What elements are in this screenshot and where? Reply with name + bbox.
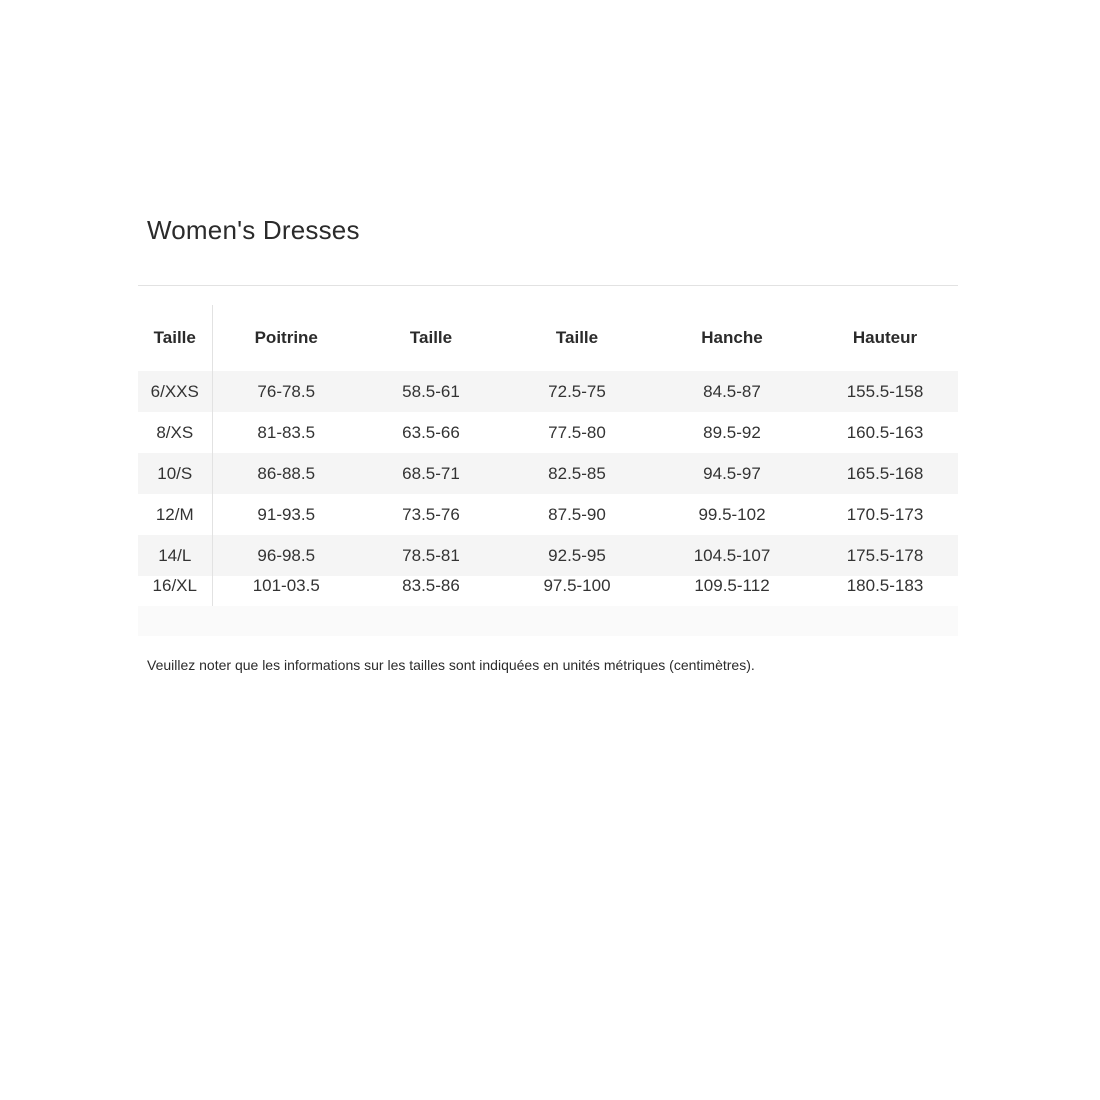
table-row [138, 453, 958, 494]
header-chest: Poitrine [254, 328, 318, 347]
table-header-row [138, 305, 958, 371]
cell-chest: 91-93.5 [257, 504, 316, 524]
cell-chest: 81-83.5 [257, 422, 316, 442]
cell-waist: 78.5-81 [360, 535, 502, 576]
cell-chest: 101-03.5 [252, 576, 320, 595]
cell-waist: 58.5-61 [360, 371, 502, 412]
cell-hip: 94.5-97 [652, 453, 812, 494]
cell-waist-2: 77.5-80 [548, 422, 606, 442]
cell-height: 180.5-183 [846, 576, 924, 595]
table-row [138, 494, 958, 535]
cell-waist: 63.5-66 [402, 422, 460, 442]
cell-size: 16/XL [138, 576, 212, 606]
metric-units-note: Veuillez noter que les informations sur les tailles sont indiquées en unités métriques (centimètres). [147, 657, 755, 673]
cell-hip: 84.5-87 [652, 371, 812, 412]
cell-height: 160.5-163 [846, 422, 924, 442]
header-height: Hauteur [852, 328, 918, 347]
cell-hip: 109.5-112 [694, 576, 770, 595]
cell-size: 12/M [138, 494, 212, 535]
cell-height: 175.5-178 [812, 535, 958, 576]
header-size: Taille [138, 305, 212, 371]
cell-chest: 76-78.5 [212, 371, 360, 412]
cell-size: 10/S [138, 453, 212, 494]
table-row [138, 576, 958, 606]
cell-waist-2: 97.5-100 [543, 576, 611, 595]
cell-waist-2: 92.5-95 [502, 535, 652, 576]
cell-waist: 68.5-71 [360, 453, 502, 494]
cell-waist-2: 82.5-85 [502, 453, 652, 494]
page-title: Women's Dresses [147, 215, 360, 245]
cell-chest: 96-98.5 [212, 535, 360, 576]
cell-hip: 89.5-92 [703, 422, 761, 442]
cell-waist-2: 72.5-75 [502, 371, 652, 412]
table-row [138, 371, 958, 412]
title-divider [138, 285, 958, 286]
cell-hip: 99.5-102 [698, 504, 766, 524]
header-waist-2: Taille [555, 328, 599, 347]
header-hip: Hanche [701, 328, 763, 347]
cell-size: 8/XS [138, 412, 212, 453]
header-waist: Taille [409, 328, 453, 347]
cell-waist-2: 87.5-90 [548, 504, 606, 524]
cell-chest: 86-88.5 [212, 453, 360, 494]
cell-height: 170.5-173 [846, 504, 924, 524]
cell-waist: 73.5-76 [402, 504, 460, 524]
cell-size: 14/L [138, 535, 212, 576]
table-row [138, 412, 958, 453]
cell-height: 155.5-158 [812, 371, 958, 412]
size-chart-table [138, 305, 958, 636]
table-footer-spacer [138, 606, 958, 636]
cell-waist: 83.5-86 [402, 576, 460, 595]
table-row [138, 535, 958, 576]
cell-hip: 104.5-107 [652, 535, 812, 576]
cell-height: 165.5-168 [812, 453, 958, 494]
cell-size: 6/XXS [138, 371, 212, 412]
